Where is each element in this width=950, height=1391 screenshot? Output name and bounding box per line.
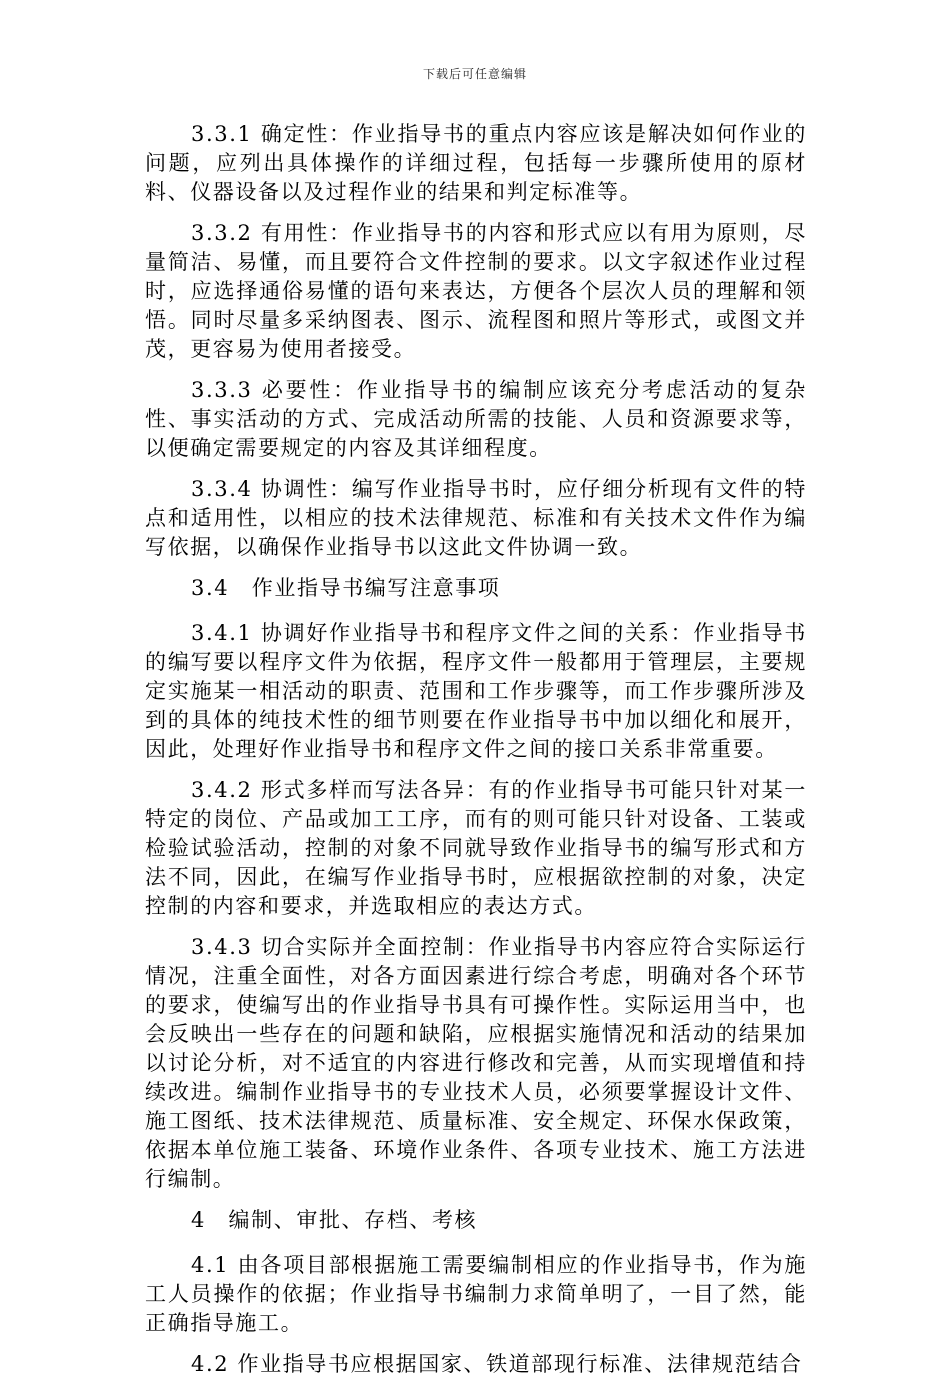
page-header: 下载后可任意编辑 [422,67,527,81]
section-heading-4: 4 编制、审批、存档、考核 [191,1208,478,1232]
paragraph-4-2: 4.2 作业指导书应根据国家、铁道部现行标准、法律规范结合 [191,1352,803,1376]
paragraph-3-4-1: 3.4.1 协调好作业指导书和程序文件之间的关系：作业指导书的编写要以程序文件为依据，程序文件一般都用于管理层，主要规定实施某一相活动的职责、范围和工作步骤等，而工作步骤所涉及到的具体的纯技术性的细节则要在作业指导书中加以细化和展开，因此，处理好作业指导书和程序文件之间的接口关系非常重要。 [145,621,807,761]
section-heading-3-4: 3.4 作业指导书编写注意事项 [191,576,501,600]
paragraph-3-3-4: 3.3.4 协调性：编写作业指导书时，应仔细分析现有文件的特点和适用性，以相应的技术法律规范、标准和有关技术文件作为编写依据，以确保作业指导书以这此文件协调一致。 [145,477,807,559]
paragraph-3-4-3: 3.4.3 切合实际并全面控制：作业指导书内容应符合实际运行情况，注重全面性，对各方面因素进行综合考虑，明确对各个环节的要求，使编写出的作业指导书具有可操作性。实际运用当中，也会反映出一些存在的问题和缺陷，应根据实施情况和活动的结果加以讨论分析，对不适宜的内容进行修改和完善，从而实现增值和持续改进。编制作业指导书的专业技术人员，必须要掌握设计文件、施工图纸、技术法律规范、质量标准、安全规定、环保水保政策，依据本单位施工装备、环境作业条件、各项专业技术、施工方法进行编制。 [145,935,807,1191]
paragraph-4-1: 4.1 由各项目部根据施工需要编制相应的作业指导书，作为施工人员操作的依据；作业指导书编制力求简单明了，一目了然，能正确指导施工。 [145,1253,807,1335]
paragraph-3-3-2: 3.3.2 有用性：作业指导书的内容和形式应以有用为原则，尽量简洁、易懂，而且要符合文件控制的要求。以文字叙述作业过程时，应选择通俗易懂的语句来表达，方便各个层次人员的理解和领悟。同时尽量多采纳图表、图示、流程图和照片等形式，或图文并茂，更容易为使用者接受。 [145,221,807,361]
paragraph-3-3-1: 3.3.1 确定性：作业指导书的重点内容应该是解决如何作业的问题，应列出具体操作的详细过程，包括每一步骤所使用的原材料、仪器设备以及过程作业的结果和判定标准等。 [145,122,807,204]
paragraph-3-4-2: 3.4.2 形式多样而写法各异：有的作业指导书可能只针对某一特定的岗位、产品或加工工序，而有的则可能只针对设备、工装或检验试验活动，控制的对象不同就导致作业指导书的编写形式和方法不同，因此，在编写作业指导书时，应根据欲控制的对象，决定控制的内容和要求，并选取相应的表达方式。 [145,778,807,918]
document-body [145,120,807,1391]
paragraph-3-3-3: 3.3.3 必要性：作业指导书的编制应该充分考虑活动的复杂性、事实活动的方式、完成活动所需的技能、人员和资源要求等，以便确定需要规定的内容及其详细程度。 [145,378,807,460]
